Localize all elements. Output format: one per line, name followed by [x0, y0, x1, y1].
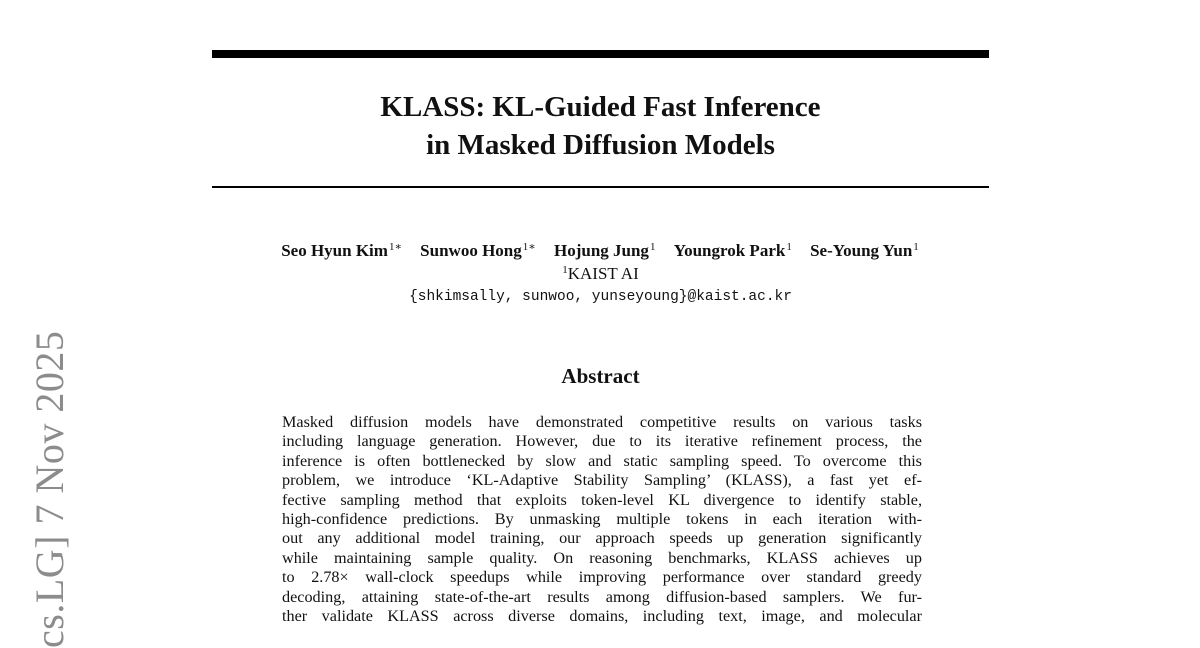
abstract-line: Masked diffusion models have demonstrated competitive results on various tasks — [282, 413, 922, 431]
author — [554, 241, 655, 260]
author-name: Youngrok Park — [673, 241, 786, 260]
author-name: Sunwoo Hong — [420, 241, 522, 260]
abstract-body — [282, 413, 922, 626]
arxiv-identifier-stamp — [20, 330, 80, 648]
abstract-line: high-confidence predictions. By unmasking multiple tokens in each iteration with- — [282, 510, 922, 529]
arxiv-stamp-text: cs.LG] 7 Nov 2025 — [27, 330, 72, 648]
abstract-line: out any additional model training, our approach speeds up generation significantly — [282, 529, 922, 548]
author-name: Se-Young Yun — [810, 241, 913, 260]
author-affiliation-mark: 1 — [649, 241, 656, 253]
affiliation-name: KAIST AI — [567, 264, 639, 283]
author-affiliation-mark: 1 — [786, 241, 792, 253]
abstract-line: while maintaining sample quality. On reasoning benchmarks, KLASS achieves up — [282, 548, 922, 567]
title-top-rule — [212, 50, 989, 58]
abstract-line: including language generation. However, due to its iterative refinement process, the — [282, 432, 922, 451]
abstract-line: problem, we introduce ‘KL-Adaptive Stability Sampling’ (KLASS), a fast yet ef- — [282, 471, 922, 490]
author-list — [150, 241, 1050, 261]
author — [674, 241, 792, 260]
author-affiliation-mark: 1∗ — [388, 241, 402, 253]
author — [281, 241, 402, 260]
author — [420, 241, 536, 260]
author-affiliation-mark: 1∗ — [522, 241, 536, 253]
abstract-line: ther validate KLASS across diverse domains, including text, image, and molecular — [282, 607, 922, 626]
abstract-heading: Abstract — [561, 364, 640, 388]
abstract-line: fective sampling method that exploits token-level KL divergence to identify stable, — [282, 490, 922, 509]
affiliation — [212, 264, 989, 284]
title-bottom-rule — [212, 186, 989, 188]
abstract-line: decoding, attaining state-of-the-art results among diffusion-based samplers. We fur- — [282, 587, 922, 606]
author-email: {shkimsally, sunwoo, yunseyoung}@kaist.ac.kr — [409, 289, 792, 305]
affiliation-mark: 1 — [562, 264, 568, 276]
abstract-line: to 2.78× wall-clock speedups while improving performance over standard greedy — [282, 568, 922, 587]
author-affiliation-mark: 1 — [913, 241, 919, 253]
author-name: Hojung Jung — [553, 241, 649, 260]
author — [810, 241, 919, 260]
author-name: Seo Hyun Kim — [281, 241, 388, 260]
paper-title-line-1: KLASS: KL-Guided Fast Inference — [380, 91, 821, 123]
paper-title-line-2: in Masked Diffusion Models — [426, 129, 775, 161]
abstract-line: inference is often bottlenecked by slow and static sampling speed. To overcome this — [282, 451, 922, 470]
paper-title — [212, 88, 989, 164]
